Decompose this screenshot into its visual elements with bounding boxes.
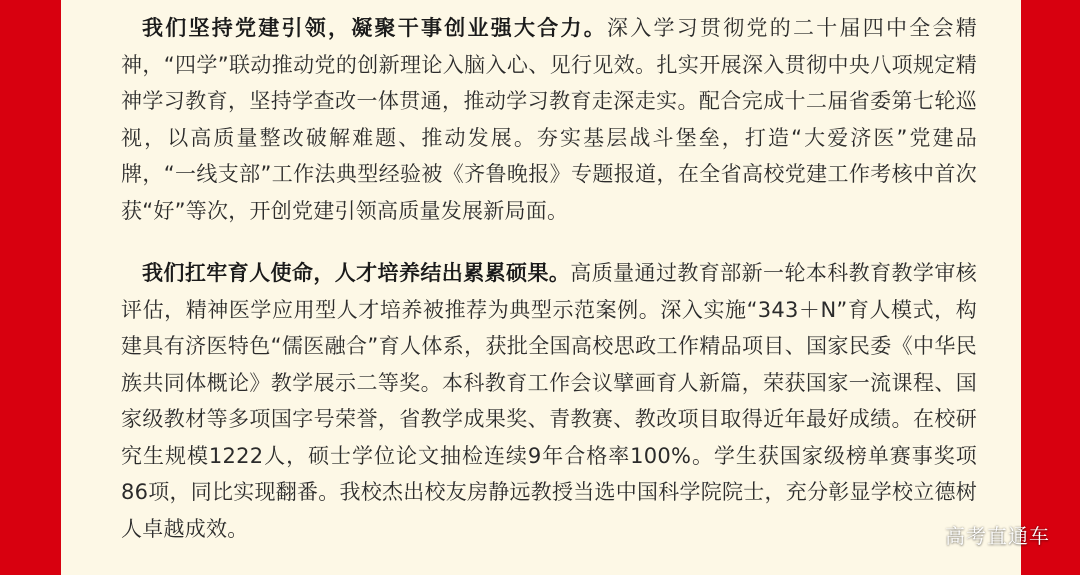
watermark: 高考直通车 (945, 524, 1050, 548)
article-card (61, 0, 1021, 575)
paragraph-body: 高质量通过教育部新一轮本科教育教学审核评估，精神医学应用型人才培养被推荐为典型示范案例。深入实施“343＋N”育人模式，构建具有济医特色“儒医融合”育人体系，获批全国高校思政工作精品项目、国家民委《中华民族共同体概论》教学展示二等奖。本科教育工作会议擘画育人新篇，荣获国家一流课程、国家级教材等多项国字号荣誉，省教学成果奖、青教赛、教改项目取得近年最好成绩。在校研究生规模1222人，硕士学位论文抽检连续9年合格率100%。学生获国家级榜单赛事奖项86项，同比实现翻番。我校杰出校友房静远教授当选中国科学院院士，充分彰显学校立德树人卓越成效。 (121, 261, 978, 541)
paragraph-party-building (121, 10, 977, 229)
paragraph-talent-cultivation (121, 255, 977, 547)
paragraph-heading: 我们扛牢育人使命，人才培养结出累累硕果。 (142, 261, 571, 285)
paragraph-body: 深入学习贯彻党的二十届四中全会精神，“四学”联动推动党的创新理论入脑入心、见行见效。扎实开展深入贯彻中央八项规定精神学习教育，坚持学查改一体贯通，推动学习教育走深走实。配合完成十二届省委第七轮巡视，以高质量整改破解难题、推动发展。夯实基层战斗堡垒，打造“大爱济医”党建品牌，“一线支部”工作法典型经验被《齐鲁晚报》专题报道，在全省高校党建工作考核中首次获“好”等次，开创党建引领高质量发展新局面。 (121, 16, 977, 223)
paragraph-heading: 我们坚持党建引领，凝聚干事创业强大合力。 (142, 16, 607, 40)
